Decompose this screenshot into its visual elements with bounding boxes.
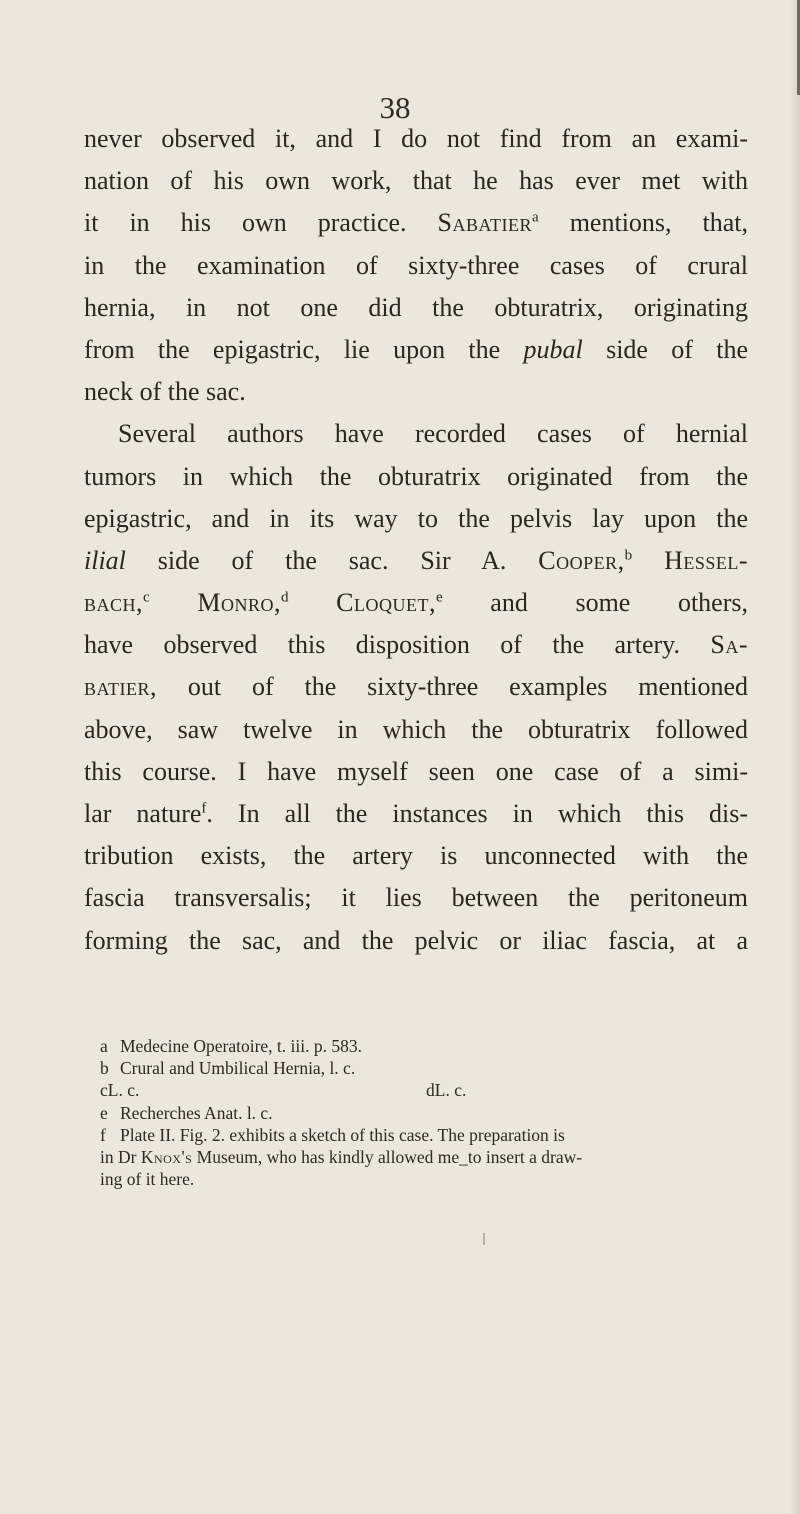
footnote: b Crural and Umbilical Hernia, l. c. (100, 1058, 356, 1079)
footnote-ref: b (624, 547, 633, 564)
footnote-mark: b (100, 1058, 109, 1079)
page-number: 38 (379, 90, 411, 125)
italic-term: pubal (523, 334, 583, 364)
main-text (84, 118, 748, 962)
print-speck (483, 1233, 485, 1245)
text-line: it in his own practice. Sabatier$^a$ mentions, that, (84, 208, 749, 238)
author-name: Cloquet, (336, 588, 436, 618)
text-line: hernia, in not one did the obturatrix, originating (84, 292, 748, 322)
footnote: e Recherches Anat. l. c. (100, 1102, 273, 1123)
text-line: fascia transversalis; it lies between the peritoneum (84, 883, 748, 913)
text-line: nation of his own work, that he has ever met with (84, 166, 748, 196)
footnote: dL. c. (426, 1080, 467, 1101)
footnote-mark: a (100, 1036, 108, 1056)
author-name: batier, (84, 672, 157, 702)
text-line: above, saw twelve in which the obturatrix followed (84, 714, 748, 744)
text-line: in the examination of sixty-three cases of crural (84, 250, 748, 280)
text-line: tumors in which the obturatrix originated from the (84, 461, 748, 491)
text-line: tribution exists, the artery is unconnected with the (84, 841, 748, 871)
text-line: neck of the sac. (84, 377, 246, 407)
text-line: batier, out of the sixty-three examples mentioned (84, 672, 748, 702)
footnote: f Plate II. Fig. 2. exhibits a sketch of this case. The preparation is (100, 1124, 565, 1145)
author-name: Sabatier (437, 208, 532, 238)
footnote-continuation: in Dr Knox's Museum, who has kindly allowed me_to insert a draw- (100, 1146, 583, 1167)
footnote-mark: e (100, 1102, 108, 1123)
footnote: a Medecine Operatoire, t. iii. p. 583. (100, 1036, 363, 1056)
footnote-ref: c (143, 589, 150, 606)
author-name: Monro, (197, 588, 281, 618)
footnote-mark: f (100, 1124, 106, 1145)
footnote-mark: d (426, 1080, 435, 1101)
footnotes (100, 1035, 755, 1190)
text-line: forming the sac, and the pelvic or iliac fascia, at a (84, 925, 748, 955)
footnote-mark: c (100, 1080, 108, 1101)
text-line: from the epigastric, lie upon the pubal side of the (84, 334, 749, 364)
footnote-continuation: ing of it here. (100, 1169, 195, 1190)
text-line: lar nature$^f$. In all the instances in which this dis- (84, 799, 748, 828)
author-name: Sa- (710, 630, 748, 660)
text-line: bach,$^c$ Monro,$^d$ Cloquet,$^e$ and some others, (84, 588, 749, 618)
page-edge (788, 0, 800, 1514)
text-line: epigastric, and in its way to the pelvis lay upon the (84, 503, 748, 533)
footnote-ref: d (280, 589, 289, 606)
footnote-ref: f (201, 800, 207, 817)
footnote: cL. c. (100, 1080, 140, 1101)
author-name: bach, (84, 588, 144, 618)
footnote-ref: e (435, 589, 443, 606)
text-line: this course. I have myself seen one case of a simi- (84, 756, 748, 786)
footnote-pair (100, 1079, 755, 1101)
text-line: never observed it, and I do not find from an exami- (84, 124, 748, 153)
author-name: Cooper, (538, 545, 625, 575)
text-line: ilial side of the sac. Sir A. Cooper,$^b$ Hessel- (84, 545, 749, 575)
author-name: Knox's (140, 1146, 193, 1167)
text-line: have observed this disposition of the artery. Sa- (84, 630, 748, 660)
footnote-ref: a (532, 209, 539, 226)
text-line: Several authors have recorded cases of hernial (118, 419, 748, 449)
italic-term: ilial (84, 545, 126, 575)
author-name: Hessel- (664, 545, 749, 575)
